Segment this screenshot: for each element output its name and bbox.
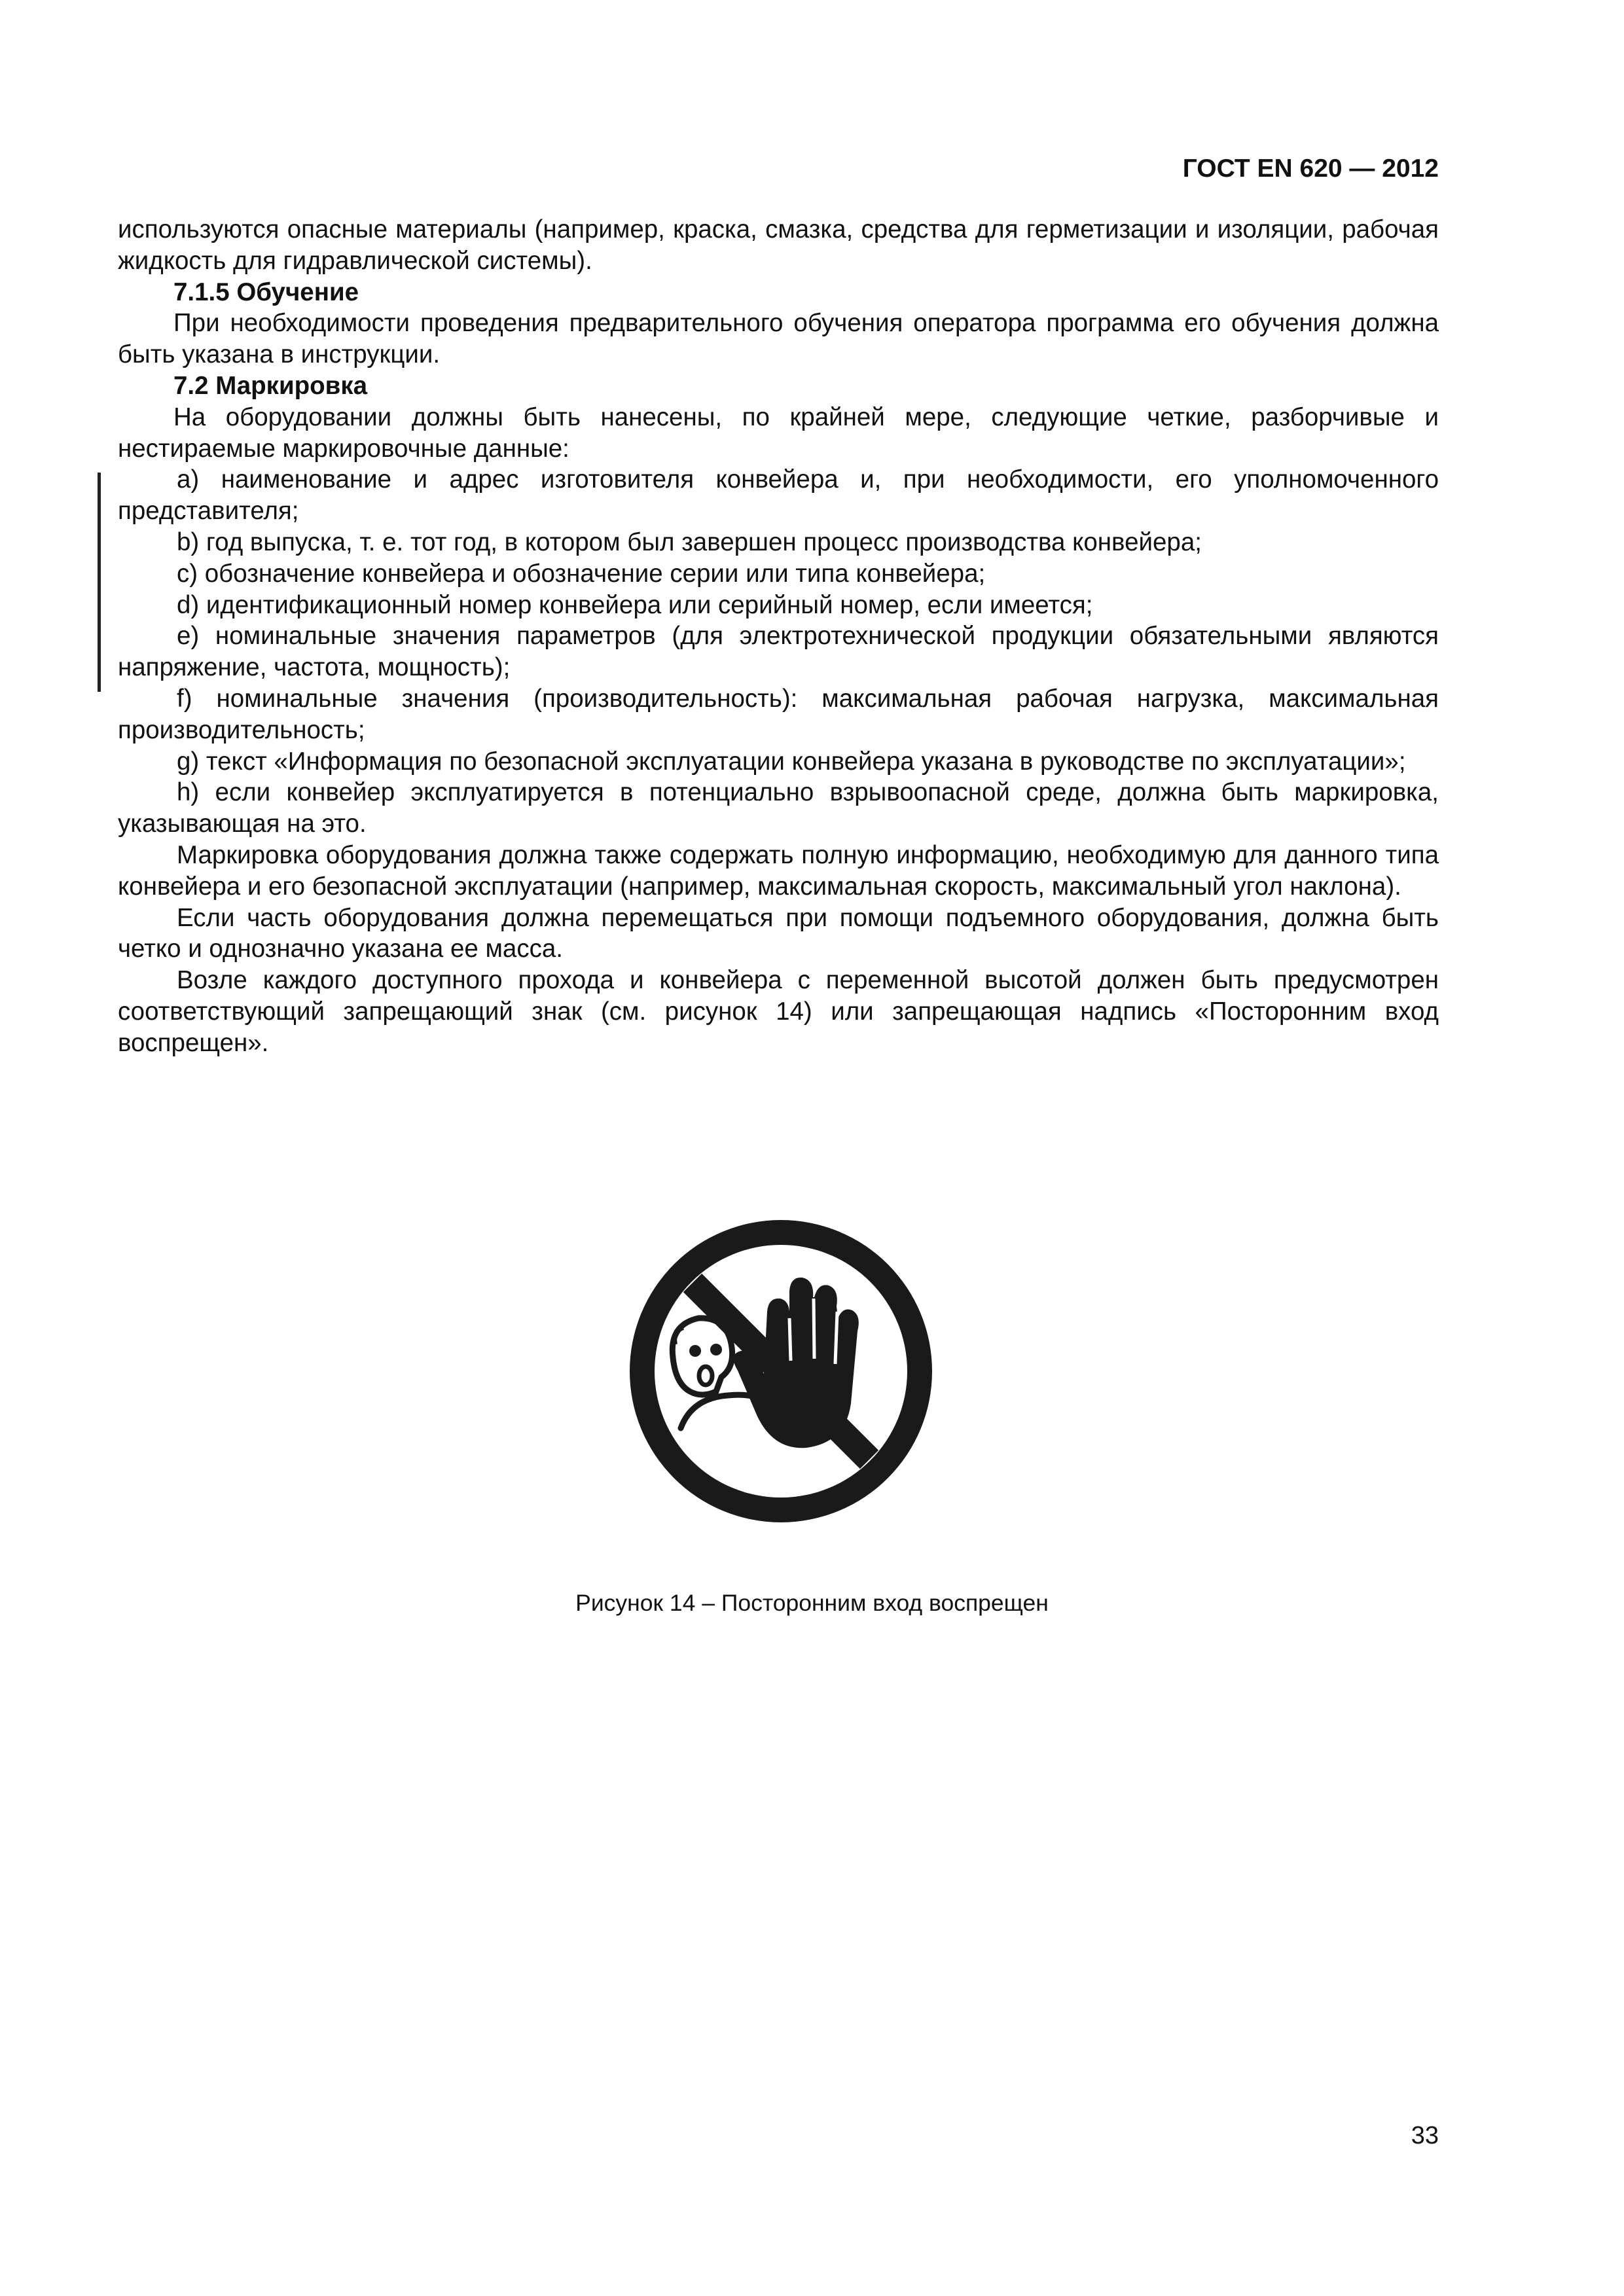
list-item-g: g) текст «Информация по безопасной эксплуатации конвейера указана в руководстве по эксплуатации»; (177, 747, 1406, 776)
paragraph-marking-intro: На оборудовании должны быть нанесены, по крайней мере, следующие четкие, разборчивые и нестираемые маркировочные данные: (118, 403, 1439, 463)
document-header: ГОСТ EN 620 — 2012 (1182, 154, 1439, 183)
list-item-a: a) наименование и адрес изготовителя конвейера и, при необходимости, его уполномоченного представителя; (118, 465, 1439, 526)
main-text (118, 214, 1439, 1059)
paragraph-training: При необходимости проведения предварительного обучения оператора программа его обучения должна быть указана в инструкции. (118, 309, 1439, 369)
heading-7-1-5: 7.1.5 Обучение (173, 278, 359, 306)
revision-change-bar (98, 473, 101, 692)
paragraph-marking-info: Маркировка оборудования должна также содержать полную информацию, необходимую для данного типа конвейера и его безопасной эксплуатации (например, максимальная скорость, максимальный угол наклона). (118, 840, 1439, 901)
list-item-c: c) обозначение конвейера и обозначение серии или типа конвейера; (177, 559, 986, 588)
paragraph-prohibition-sign: Возле каждого доступного прохода и конвейера с переменной высотой должен быть предусмотрен соответствующий запрещающий знак (см. рисунок 14) или запрещающая надпись «Посторонним вход воспрещен». (118, 966, 1439, 1057)
page-number: 33 (1411, 2122, 1439, 2149)
heading-7-2: 7.2 Маркировка (173, 371, 368, 400)
list-item-e: e) номинальные значения параметров (для электротехнической продукции обязательными являются напряжение, частота, мощность); (118, 622, 1439, 682)
list-item-b: b) год выпуска, т. е. тот год, в котором был завершен процесс производства конвейера; (177, 528, 1202, 556)
list-item-d: d) идентификационный номер конвейера или серийный номер, если имеется; (177, 590, 1093, 619)
list-item-f: f) номинальные значения (производительность): максимальная рабочая нагрузка, максимальная производительность; (118, 684, 1439, 744)
figure-caption: Рисунок 14 – Посторонним вход воспрещен (575, 1590, 1049, 1616)
paragraph-mass: Если часть оборудования должна перемещаться при помощи подъемного оборудования, должна быть четко и однозначно указана ее масса. (118, 903, 1439, 963)
paragraph-intro: используются опасные материалы (например, краска, смазка, средства для герметизации и изоляции, рабочая жидкость для гидравлической системы). (118, 215, 1439, 275)
list-item-h: h) если конвейер эксплуатируется в потенциально взрывоопасной среде, должна быть маркировка, указывающая на это. (118, 778, 1439, 838)
no-entry-sign-icon (630, 1220, 932, 1522)
